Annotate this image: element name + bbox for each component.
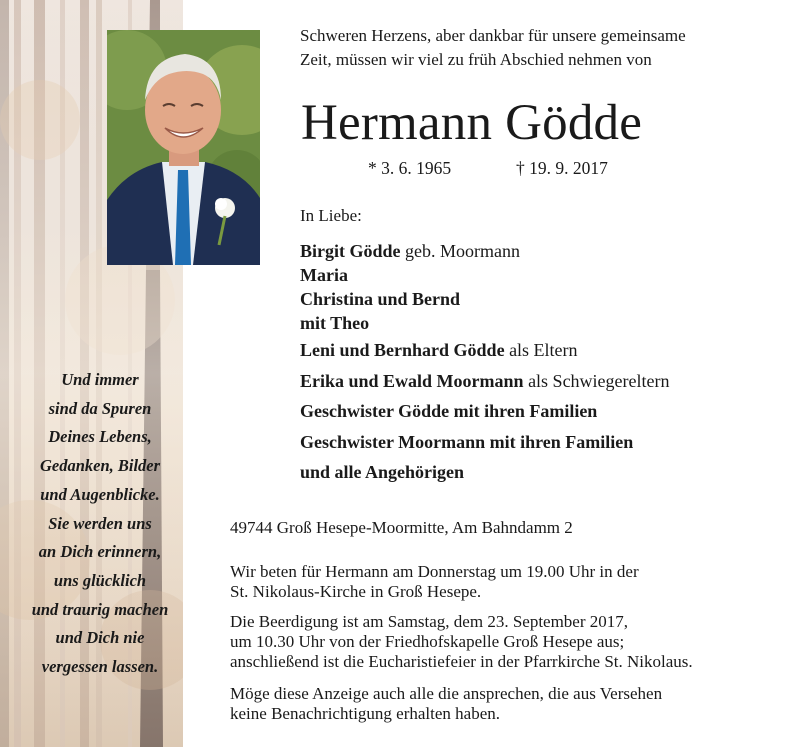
mourner-relation: als Eltern (504, 340, 578, 360)
mourner-entry (300, 263, 780, 287)
mourner-relation: als Schwiegereltern (523, 370, 670, 391)
poem-line: und Dich nie (55, 628, 145, 648)
funeral-paragraph (230, 612, 753, 672)
paragraph-line: keine Benachrichtigung erhalten haben. (230, 704, 500, 723)
family-address: 49744 Groß Hesepe-Moormitte, Am Bahndamm 2 (230, 518, 573, 537)
deceased-name: Hermann Gödde (301, 95, 643, 151)
mourner-name: Erika und Ewald Moormann (300, 370, 524, 391)
poem-line: und Augenblicke. (40, 484, 160, 504)
portrait-illustration (107, 30, 260, 265)
poem-line: uns glücklich (53, 570, 147, 590)
poem-line: Und immer (61, 370, 139, 389)
poem-line: Gedanken, Bilder (39, 456, 161, 476)
intro-text (300, 24, 790, 72)
mourner-entry (300, 239, 780, 263)
mourner-entry (300, 396, 780, 427)
notice-paragraph (230, 684, 753, 724)
poem-line: vergessen lassen. (41, 657, 159, 677)
paragraph-line: Wir beten für Hermann am Donnerstag um 19.00 Uhr in der (230, 562, 639, 581)
mourner-name: Maria (300, 265, 348, 285)
prayer-paragraph (230, 562, 753, 602)
mourner-name: Geschwister Moormann mit ihren Familien (300, 431, 634, 452)
mourner-entry (300, 287, 780, 311)
mourner-entry (300, 311, 780, 335)
memorial-poem (0, 366, 200, 682)
mourners-list (300, 239, 780, 488)
poem-line: und traurig machen (31, 599, 169, 619)
poem-line: Deines Lebens, (48, 427, 152, 447)
mourner-relation: geb. Moormann (400, 241, 520, 261)
mourner-entry (300, 427, 780, 458)
poem-line: an Dich erinnern, (38, 542, 162, 562)
poem-line: sind da Spuren (48, 398, 152, 418)
portrait-photo (107, 30, 260, 265)
mourner-name: Christina und Bernd (300, 289, 461, 309)
mourner-name: Geschwister Gödde mit ihren Familien (300, 401, 598, 421)
paragraph-line: um 10.30 Uhr von der Friedhofskapelle Groß Hesepe aus; (230, 632, 625, 651)
paragraph-line: Die Beerdigung ist am Samstag, dem 23. September 2017, (230, 612, 629, 631)
death-date: † 19. 9. 2017 (516, 158, 608, 178)
mourner-entry (300, 366, 780, 397)
mourner-entry (300, 457, 780, 488)
mourner-name: Birgit Gödde (300, 241, 401, 261)
paragraph-line: Möge diese Anzeige auch alle die ansprechen, die aus Versehen (230, 684, 663, 703)
mourner-entry (300, 335, 780, 366)
in-love-label: In Liebe: (300, 206, 362, 225)
intro-line-2: Zeit, müssen wir viel zu früh Abschied nehmen von (300, 50, 652, 69)
poem-line: Sie werden uns (48, 513, 152, 533)
mourner-name: und alle Angehörigen (300, 462, 465, 482)
mourner-name: mit Theo (300, 313, 370, 333)
birth-date: * 3. 6. 1965 (368, 158, 452, 178)
intro-line-1: Schweren Herzens, aber dankbar für unsere gemeinsame (300, 26, 686, 45)
mourner-name: Leni und Bernhard Gödde (300, 340, 505, 360)
paragraph-line: St. Nikolaus-Kirche in Groß Hesepe. (230, 582, 482, 601)
paragraph-line: anschließend ist die Eucharistiefeier in der Pfarrkirche St. Nikolaus. (230, 652, 693, 671)
